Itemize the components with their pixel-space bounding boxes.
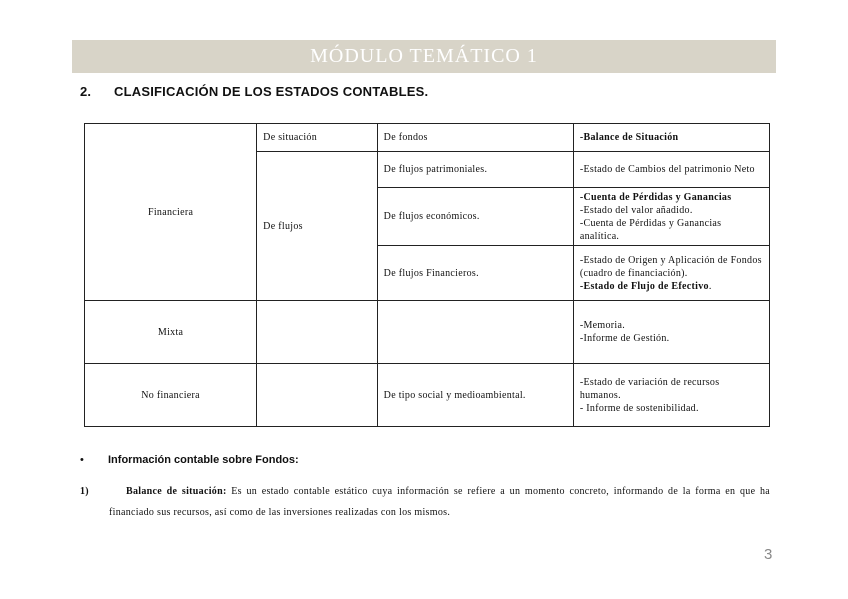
cell-financiera: Financiera: [85, 124, 257, 301]
line-perdidas-analitica: -Cuenta de Pérdidas y Ganancias analítica.: [579, 217, 722, 242]
bullet-symbol: •: [80, 454, 84, 466]
line-flujo-efectivo-wrap: [580, 280, 763, 293]
cell-balance-situacion: -Balance de Situación: [573, 124, 769, 152]
paragraph-number: 1): [80, 486, 89, 497]
module-banner: [72, 40, 776, 73]
table-row: [85, 124, 770, 152]
cell-empty: [377, 301, 573, 364]
line-origen-aplicacion: -Estado de Origen y Aplicación de Fondos (cuadro de financiación).: [579, 254, 762, 279]
cell-flujos-economicos: De flujos económicos.: [377, 188, 573, 246]
page-number: 3: [764, 546, 773, 563]
table-row: [85, 364, 770, 427]
line-informe-gestion: -Informe de Gestión.: [579, 333, 670, 344]
cell-empty: [257, 301, 378, 364]
bullet-heading: [80, 454, 299, 466]
banner-title: MÓDULO TEMÁTICO 1: [310, 45, 538, 67]
cell-de-flujos: De flujos: [257, 152, 378, 301]
cell-no-financiera: No financiera: [85, 364, 257, 427]
cell-tipo-social: De tipo social y medioambiental.: [377, 364, 573, 427]
cell-no-financiera-statements: [573, 364, 769, 427]
cell-flujos-patrimoniales: De flujos patrimoniales.: [377, 152, 573, 188]
paragraph-text: Es un estado contable estático cuya información se refiere a un momento concreto, informando de la forma en que ha financiado sus recursos, así como de las inversiones realizadas con los mismos.: [109, 486, 770, 518]
cell-de-situacion: De situación: [257, 124, 378, 152]
section-number: 2.: [80, 84, 92, 99]
line-valor-anadido: -Estado del valor añadido.: [579, 204, 693, 216]
cell-mixta-statements: [573, 301, 769, 364]
cell-de-fondos: De fondos: [377, 124, 573, 152]
line-recursos-humanos: -Estado de variación de recursos humanos.: [579, 376, 720, 401]
cell-financieros-statements: [573, 246, 769, 301]
cell-economicos-statements: [573, 188, 769, 246]
line-flujo-efectivo-period: .: [708, 280, 712, 292]
cell-empty: [257, 364, 378, 427]
section-heading: [80, 84, 428, 99]
paragraph-body: [109, 481, 770, 523]
bullet-text: Información contable sobre Fondos:: [108, 454, 299, 466]
cell-mixta: Mixta: [85, 301, 257, 364]
cell-flujos-financieros: De flujos Financieros.: [377, 246, 573, 301]
classification-table: [84, 123, 770, 427]
line-perdidas-ganancias: -Cuenta de Pérdidas y Ganancias: [579, 191, 732, 203]
paragraph-lead: Balance de situación:: [126, 486, 227, 497]
cell-cambios-patrimonio: -Estado de Cambios del patrimonio Neto: [573, 152, 769, 188]
line-sostenibilidad: - Informe de sostenibilidad.: [579, 402, 699, 414]
definition-paragraph: [80, 481, 770, 523]
line-memoria: -Memoria.: [579, 320, 626, 331]
table-row: [85, 301, 770, 364]
section-title: CLASIFICACIÓN DE LOS ESTADOS CONTABLES.: [114, 84, 429, 99]
line-flujo-efectivo: -Estado de Flujo de Efectivo: [579, 280, 709, 292]
